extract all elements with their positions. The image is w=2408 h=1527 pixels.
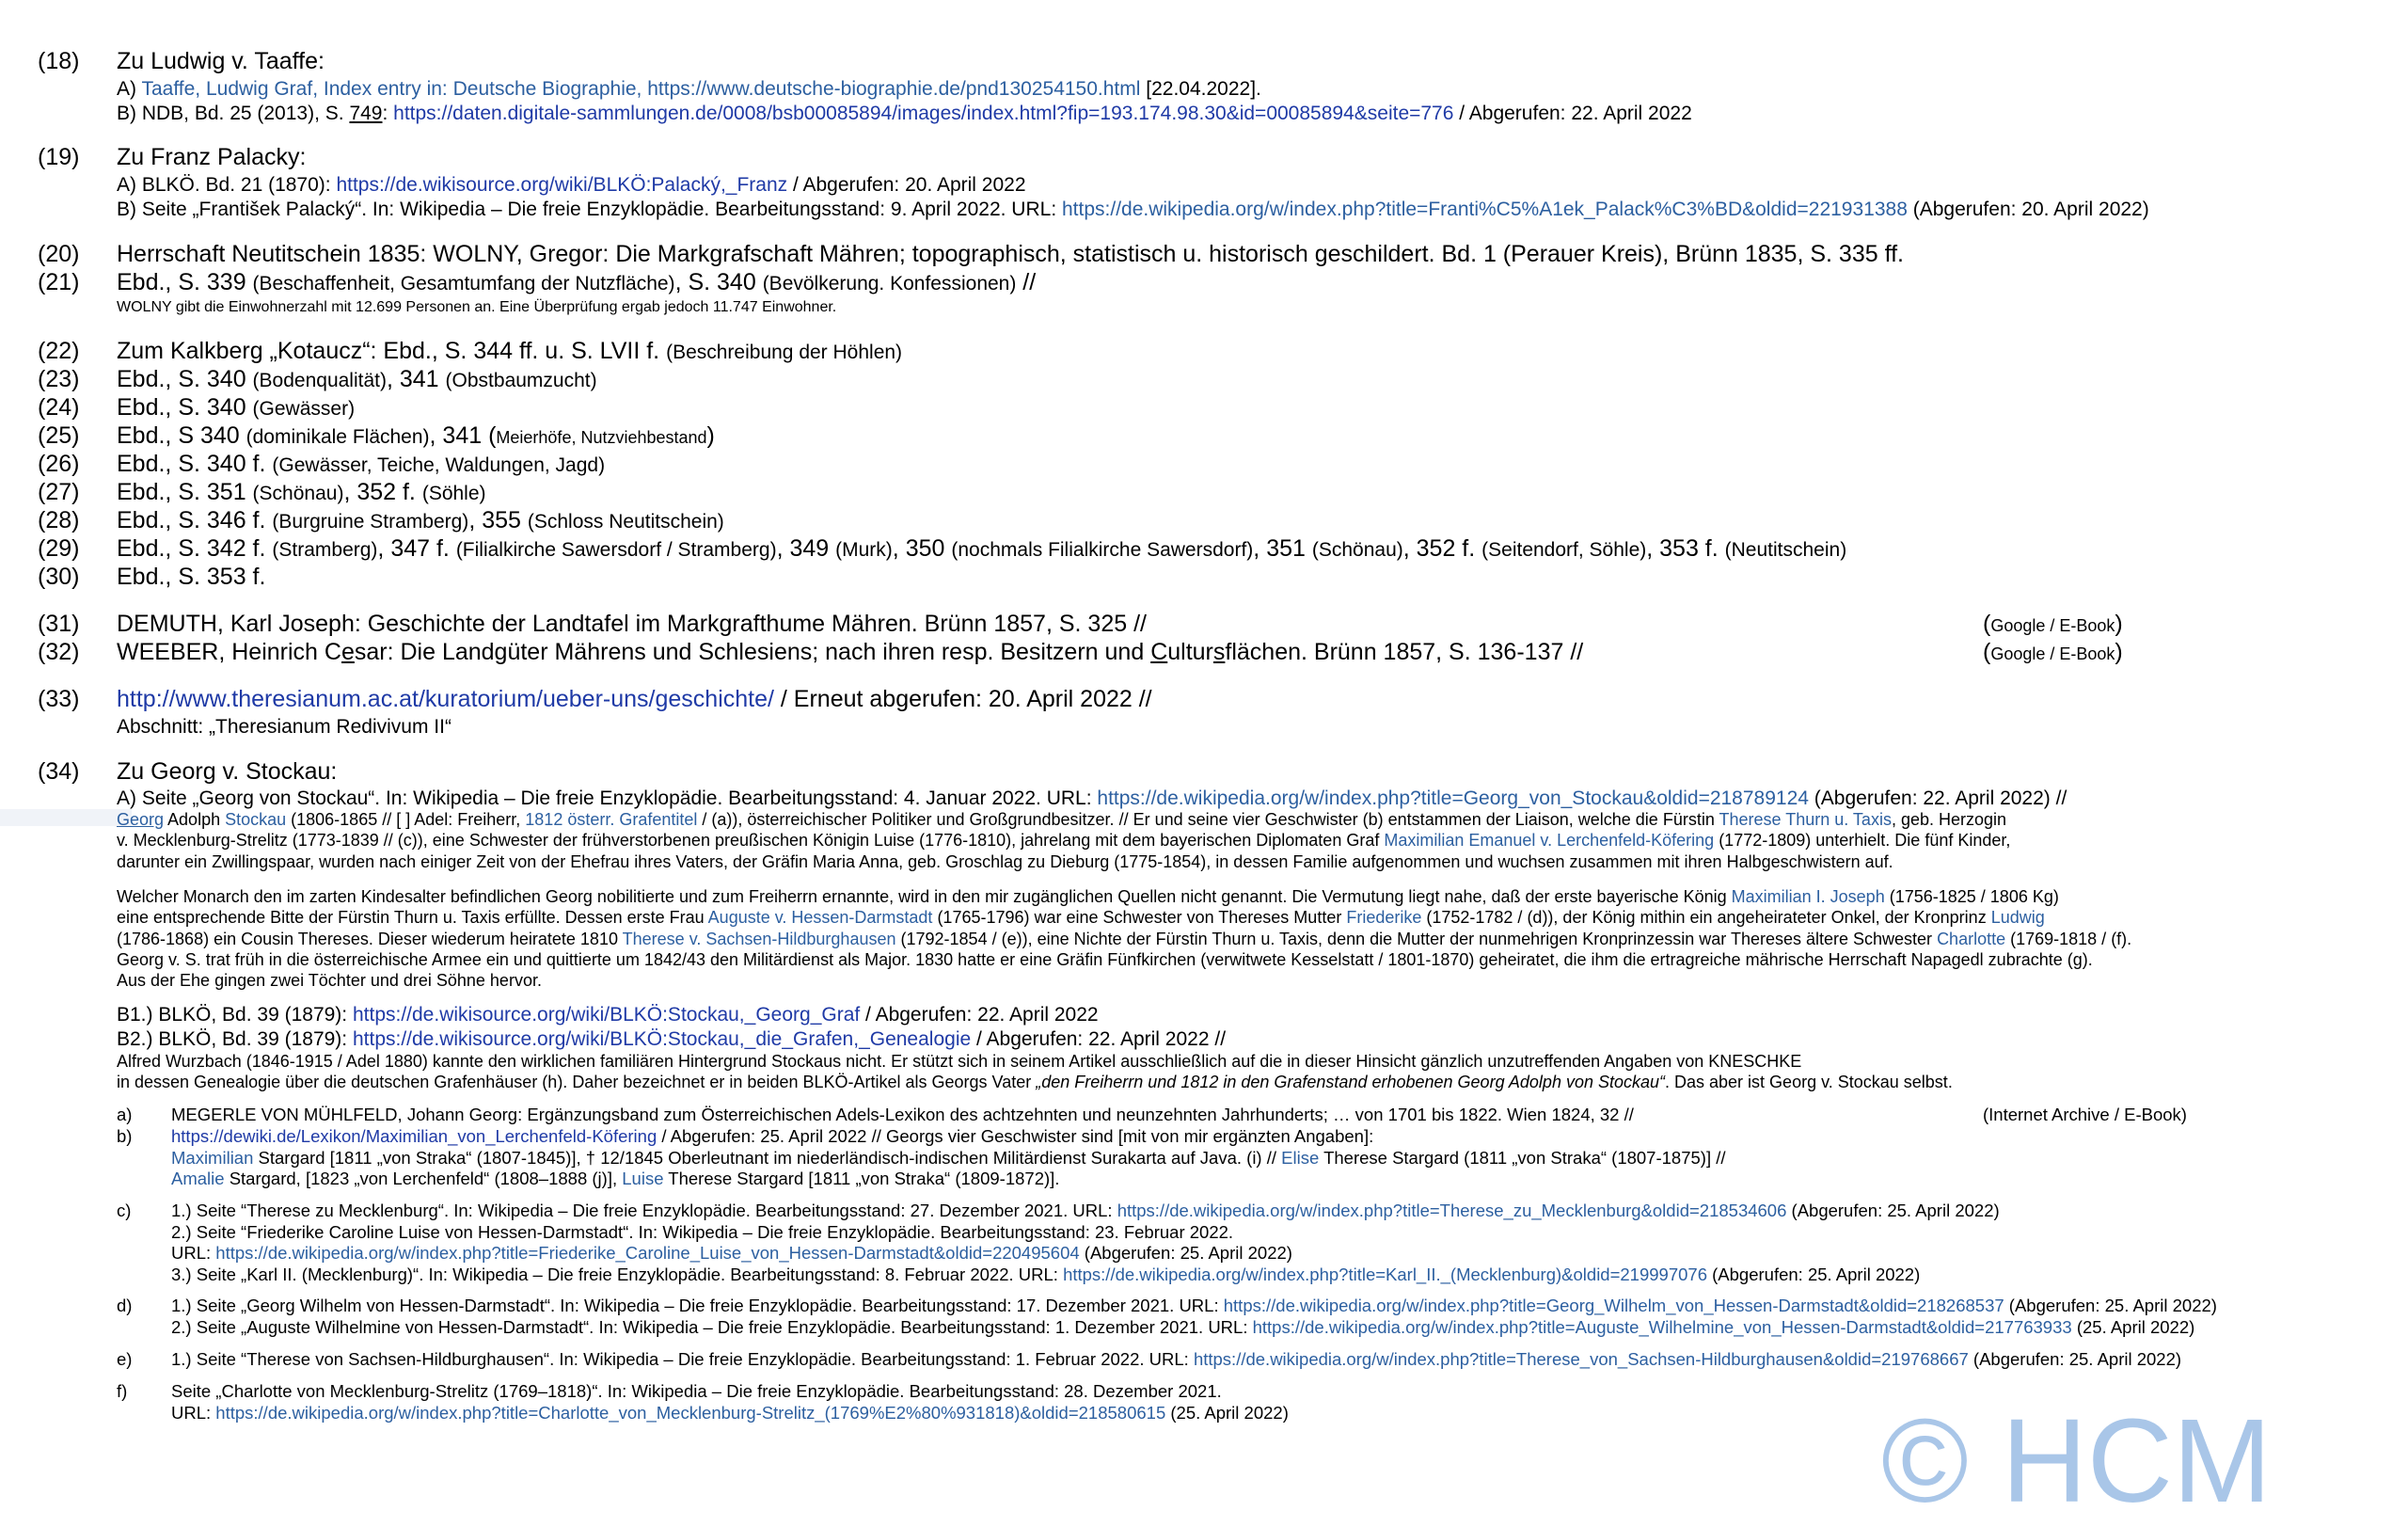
text-segment: / Abgerufen: 22. April 2022 xyxy=(1453,103,1692,124)
entry-number: (18) xyxy=(38,48,80,74)
dewiki-lerchenfeld-link[interactable]: https://dewiki.de/Lexikon/Maximilian_von_Lerchenfeld-Köfering xyxy=(171,1126,657,1146)
lerchenfeld-link[interactable]: Maximilian Emanuel v. Lerchenfeld-Köfering xyxy=(1384,831,1715,851)
text-segment: (1752-1782 / (d)), der König mithin ein angeheirateter Onkel, der Kronprinz xyxy=(1421,908,1991,928)
text-segment: / Erneut abgerufen: 20. April 2022 // xyxy=(773,686,1152,712)
text-segment: (25. April 2022) xyxy=(1165,1402,1289,1423)
amalie-link[interactable]: Amalie xyxy=(171,1169,225,1188)
text-segment: 2.) Seite “Friederike Caroline Luise von Hessen-Darmstadt“. In: Wikipedia – Die freie Enzyklopädie. Bearbeitungsstand: 23. Februar 2022. xyxy=(171,1221,1234,1242)
text-segment: URL: xyxy=(171,1243,216,1263)
text-segment: / Abgerufen: 20. April 2022 xyxy=(787,174,1026,196)
text-segment: (Söhle) xyxy=(421,483,486,504)
blkoe-stockau-georg-link[interactable]: https://de.wikisource.org/wiki/BLKÖ:Stockau,_Georg_Graf xyxy=(352,1004,861,1026)
text-segment: b) xyxy=(117,1126,133,1146)
stockau-paragraph-1 xyxy=(117,809,2010,872)
text-segment: WOLNY gibt die Einwohnerzahl mit 12.699 Personen an. Eine Überprüfung ergab jedoch 11.747 Einwohner. xyxy=(117,299,837,315)
text-segment: Therese Stargard [1811 „von Straka“ (1809-1872)]. xyxy=(663,1169,1060,1188)
text-segment: v. Mecklenburg-Strelitz (1773-1839 // (c)), eine Schwester der frühverstorbenen preußischen Königin Luise (1776-1810), jahrelang mit dem bayerischen Diplomaten Graf xyxy=(117,831,1385,851)
text-segment: in dessen Genealogie über die deutschen Grafenhäuser (h). Daher bezeichnet er in beiden BLKÖ-Artikel als Georgs Vater xyxy=(117,1073,1037,1092)
text-segment: (Schönau) xyxy=(252,483,344,504)
text-segment: (Abgerufen: 25. April 2022) xyxy=(1079,1243,1292,1263)
wikipedia-stockau-link[interactable]: https://de.wikipedia.org/w/index.php?title=Georg_von_Stockau&oldid=218789124 xyxy=(1097,787,1809,809)
text-segment: / Abgerufen: 25. April 2022 // Georgs vier Geschwister sind [mit von mir ergänzten Angaben]: xyxy=(657,1126,1374,1146)
text-segment: 2.) Seite „Auguste Wilhelmine von Hessen-Darmstadt“. In: Wikipedia – Die freie Enzyklopädie. Bearbeitungsstand: 1. Dezember 2021. URL: xyxy=(171,1316,1253,1337)
text-segment: Zu Georg v. Stockau: xyxy=(117,758,338,785)
text-segment: (1792-1854 / (e)), eine Nichte der Fürstin Thurn u. Taxis, denn die Mutter der nunmehrigen Kronprinzessin war Thereses ältere Schwester xyxy=(895,929,1938,948)
text-segment: Meierhöfe, Nutzviehbestand xyxy=(496,428,707,447)
text-segment: / (a)), österreichischer Politiker und Großgrundbesitzer. // Er und seine vier Geschwister (b) entstammen der Liaison, welche die Fürstin xyxy=(697,810,1719,829)
text-segment: , 349 xyxy=(776,535,836,562)
text-segment: B) NDB, Bd. 25 (2013), S. xyxy=(117,103,350,124)
text-segment: , 355 xyxy=(468,507,528,533)
text-segment: , 347 f. xyxy=(377,535,456,562)
hcm-watermark: © HCM xyxy=(1881,1394,2272,1527)
text-segment: (Abgerufen: 25. April 2022) xyxy=(1786,1201,2000,1220)
text-segment: / Abgerufen: 22. April 2022 // xyxy=(971,1028,1227,1050)
text-segment: ultur xyxy=(1167,639,1213,665)
text-segment: , S. 340 xyxy=(674,269,763,295)
text-segment: Ebd., S. 346 f. xyxy=(117,507,273,533)
text-segment: Ebd., S 340 xyxy=(117,422,246,449)
text-segment: (21) xyxy=(38,269,80,295)
text-segment: (Abgerufen: 22. April 2022) // xyxy=(1808,787,2067,809)
auguste-wilhelmine-link[interactable]: https://de.wikipedia.org/w/index.php?title=Auguste_Wilhelmine_von_Hessen-Darmstadt&oldid=217763933 xyxy=(1252,1316,2072,1337)
text-segment: . Das aber ist Georg v. Stockau selbst. xyxy=(1665,1073,1953,1092)
elise-link[interactable]: Elise xyxy=(1281,1147,1320,1168)
friederike-link[interactable]: Friederike xyxy=(1346,908,1422,928)
text-segment: , 353 f. xyxy=(1646,535,1725,562)
auguste-hessen-link[interactable]: Auguste v. Hessen-Darmstadt xyxy=(707,908,933,928)
text-segment: (27) xyxy=(38,479,80,505)
text-segment: a) xyxy=(117,1105,133,1124)
entry-31-source xyxy=(1983,610,2123,640)
text-segment: (Burgruine Stramberg) xyxy=(272,511,469,533)
therese-sachsen-link[interactable]: Therese v. Sachsen-Hildburghausen xyxy=(622,929,896,948)
text-segment: (Abgerufen: 25. April 2022) xyxy=(1707,1264,1921,1284)
text-segment: / Abgerufen: 22. April 2022 xyxy=(860,1004,1099,1026)
text-segment: (34) xyxy=(38,758,80,785)
text-segment: Ebd., S. 342 f. xyxy=(117,535,273,562)
text-segment: , 341 ( xyxy=(429,422,497,449)
karl-ii-link[interactable]: https://de.wikipedia.org/w/index.php?title=Karl_II._(Mecklenburg)&oldid=219997076 xyxy=(1063,1264,1707,1284)
entry-32-source xyxy=(1983,638,2123,668)
text-segment: (29) xyxy=(38,535,80,562)
stockau-paragraph-3 xyxy=(117,1051,1953,1093)
text-segment: A) BLKÖ. Bd. 21 (1870): xyxy=(117,174,337,196)
text-segment: : xyxy=(382,103,394,124)
text-segment: d) xyxy=(117,1296,133,1315)
text-segment: Zu Franz Palacky: xyxy=(117,144,307,170)
text-segment: flächen. Brünn 1857, S. 136-137 // xyxy=(1225,639,1584,665)
luise-link[interactable]: Luise xyxy=(622,1169,664,1188)
text-segment: B2.) BLKÖ, Bd. 39 (1879): xyxy=(117,1028,353,1050)
text-segment: (Obstbaumzucht) xyxy=(445,370,597,391)
text-segment: , 352 f. xyxy=(1402,535,1482,562)
text-segment: (Beschreibung der Höhlen) xyxy=(666,342,903,363)
therese-mecklenburg-link[interactable]: https://de.wikipedia.org/w/index.php?title=Therese_zu_Mecklenburg&oldid=218534606 xyxy=(1117,1201,1787,1220)
text-segment: c) xyxy=(117,1201,132,1220)
text-segment: 1.) Seite “Therese von Sachsen-Hildburghausen“. In: Wikipedia – Die freie Enzyklopädie. Bearbeitungsstand: 1. Februar 2022. URL: xyxy=(171,1349,1194,1369)
text-segment: (nochmals Filialkirche Sawersdorf) xyxy=(951,539,1254,561)
text-segment: (20) xyxy=(38,241,80,267)
text-segment: (Schloss Neutitschein) xyxy=(527,511,724,533)
text-segment: Aus der Ehe gingen zwei Töchter und drei Söhne hervor. xyxy=(117,971,542,991)
stockau-link[interactable]: Stockau xyxy=(225,810,287,829)
text-segment: [22.04.2022]. xyxy=(1140,78,1261,100)
text-segment: Ebd., S. 340 f. xyxy=(117,451,273,477)
text-segment: Abschnitt: „Theresianum Redivivum II“ xyxy=(117,716,452,738)
text-segment: ) xyxy=(2115,639,2123,665)
text-segment: , 351 xyxy=(1253,535,1312,562)
text-segment: (Bevölkerung. Konfessionen) xyxy=(762,273,1017,294)
text-segment: WEEBER, Heinrich C xyxy=(117,639,341,665)
text-segment: B1.) BLKÖ, Bd. 39 (1879): xyxy=(117,1004,353,1026)
text-segment: „den Freiherrn und 1812 in den Grafenstand erhobenen Georg Adolph von Stockau“ xyxy=(1036,1073,1666,1092)
text-segment: Ebd., S. 340 xyxy=(117,366,253,392)
text-segment: Ebd., S. 351 xyxy=(117,479,253,505)
deutsche-biographie-link[interactable]: Taaffe, Ludwig Graf, Index entry in: Deutsche Biographie, https://www.deutsche-biographie.de/pnd130254150.html xyxy=(141,78,1141,100)
friederike-hessen-link[interactable]: https://de.wikipedia.org/w/index.php?title=Friederike_Caroline_Luise_von_Hessen-Darmstadt&oldid=220495604 xyxy=(215,1243,1080,1263)
text-segment: 749 xyxy=(349,103,383,124)
blkoe-stockau-genealogie-link[interactable]: https://de.wikisource.org/wiki/BLKÖ:Stockau,_die_Grafen,_Genealogie xyxy=(352,1028,972,1050)
text-segment: (1765-1796) war eine Schwester von Thereses Mutter xyxy=(932,908,1347,928)
text-segment: (Seitendorf, Söhle) xyxy=(1481,539,1647,561)
text-segment: (25. April 2022) xyxy=(2071,1316,2195,1337)
text-segment: Google / E-Book xyxy=(1990,644,2115,663)
text-segment: ) xyxy=(2115,611,2123,637)
text-segment: (Gewässer, Teiche, Waldungen, Jagd) xyxy=(272,454,606,476)
text-segment: , 341 xyxy=(386,366,446,392)
text-segment: (26) xyxy=(38,451,80,477)
georg-wilhelm-link[interactable]: https://de.wikipedia.org/w/index.php?title=Georg_Wilhelm_von_Hessen-Darmstadt&oldid=218268537 xyxy=(1223,1296,2004,1315)
text-segment: (22) xyxy=(38,338,80,364)
text-segment: (Beschaffenheit, Gesamtumfang der Nutzfläche) xyxy=(252,273,675,294)
text-segment: (Murk) xyxy=(835,539,893,561)
maximilian-joseph-link[interactable]: Maximilian I. Joseph xyxy=(1731,887,1885,906)
text-segment: B) Seite „František Palacký“. In: Wikipedia – Die freie Enzyklopädie. Bearbeitungsstand: 9. April 2022. URL: xyxy=(117,199,1062,220)
text-segment: ) xyxy=(706,422,715,449)
text-segment: (23) xyxy=(38,366,80,392)
text-segment: e xyxy=(341,639,355,665)
text-segment: 1.) Seite „Georg Wilhelm von Hessen-Darmstadt“. In: Wikipedia – Die freie Enzyklopädie. Bearbeitungsstand: 17. Dezember 2021. URL: xyxy=(171,1296,1224,1315)
charlotte-link[interactable]: Charlotte xyxy=(1937,929,2006,948)
grafentitel-link[interactable]: 1812 österr. Grafentitel xyxy=(525,810,698,829)
ludwig-link[interactable]: Ludwig xyxy=(1990,908,2045,928)
text-segment: (Filialkirche Sawersdorf / Stramberg) xyxy=(455,539,777,561)
text-segment: 3.) Seite „Karl II. (Mecklenburg)“. In: Wikipedia – Die freie Enzyklopädie. Bearbeitungsstand: 8. Februar 2022. URL: xyxy=(171,1264,1064,1284)
text-segment: (25) xyxy=(38,422,80,449)
text-segment: (1756-1825 / 1806 Kg) xyxy=(1884,887,2059,906)
text-segment: (28) xyxy=(38,507,80,533)
text-segment: Herrschaft Neutitschein 1835: WOLNY, Gregor: Die Markgrafschaft Mähren; topographisch, statistisch u. historisch geschildert. Bd. 1 (Perauer Kreis), Brünn 1835, S. 335 ff. xyxy=(117,241,1904,267)
text-segment: Seite „Charlotte von Mecklenburg-Strelitz (1769–1818)“. In: Wikipedia – Die freie Enzyklopädie. Bearbeitungsstand: 28. Dezember 2021. xyxy=(171,1381,1222,1401)
text-segment: (33) xyxy=(38,686,80,712)
theresianum-link[interactable]: http://www.theresianum.ac.at/kuratorium/ueber-uns/geschichte/ xyxy=(117,686,774,712)
text-segment: Ebd., S. 353 f. xyxy=(117,564,266,590)
text-segment: DEMUTH, Karl Joseph: Geschichte der Landtafel im Markgrafthume Mähren. Brünn 1857, S. 325 // xyxy=(117,611,1147,637)
text-segment: MEGERLE VON MÜHLFELD, Johann Georg: Ergänzungsband zum Österreichischen Adels-Lexikon des achtzehnten und neunzehnten Jahrhunderts; … von 1701 bis 1822. Wien 1824, 32 // xyxy=(171,1105,1634,1124)
text-segment: (Abgerufen: 20. April 2022) xyxy=(1907,199,2149,220)
text-segment: (Abgerufen: 25. April 2022) xyxy=(1968,1349,2182,1369)
maximilian-stargard-link[interactable]: Maximilian xyxy=(171,1147,254,1168)
text-segment: (31) xyxy=(38,611,80,637)
entry-heading: Zu Ludwig v. Taaffe: xyxy=(117,48,325,74)
text-segment: Adolph xyxy=(164,810,226,829)
text-segment: C xyxy=(1150,639,1168,665)
text-segment: (Gewässer) xyxy=(252,398,356,420)
text-segment: (Schönau) xyxy=(1311,539,1403,561)
text-segment: Stargard [1811 „von Straka“ (1807-1845)], † 12/1845 Oberleutnant im niederländisch-indischen Militärdienst Surakarta auf Java. (i) // xyxy=(253,1147,1282,1168)
georg-link[interactable]: Georg xyxy=(117,810,165,829)
blkoe-palacky-link[interactable]: https://de.wikisource.org/wiki/BLKÖ:Palacký,_Franz xyxy=(336,174,788,196)
text-segment: (Bodenqualität) xyxy=(252,370,387,391)
text-segment: f) xyxy=(117,1381,128,1401)
text-segment: 1.) Seite “Therese zu Mecklenburg“. In: Wikipedia – Die freie Enzyklopädie. Bearbeitungsstand: 27. Dezember 2021. URL: xyxy=(171,1201,1117,1220)
text-segment: (32) xyxy=(38,639,80,665)
text-segment: eine entsprechende Bitte der Fürstin Thurn u. Taxis erfüllte. Dessen erste Frau xyxy=(117,908,708,928)
wikipedia-palacky-link[interactable]: https://de.wikipedia.org/w/index.php?title=Franti%C5%A1ek_Palack%C3%BD&oldid=221931388 xyxy=(1062,199,1908,220)
text-segment: Georg v. S. trat früh in die österreichische Armee ein und quittierte um 1842/43 den Militärdienst als Major. 1830 hatte er eine Gräfin Fünfkirchen (verwitwete Kesselstatt / 1801-1870) geheiratet, die ihm die ertragreiche mährische Herrschaft Napagedl zubrachte (g). xyxy=(117,949,2093,969)
text-segment: (1769-1818 / (f). xyxy=(2005,929,2132,948)
text-segment: (1806-1865 // [ ] Adel: Freiherr, xyxy=(286,810,526,829)
charlotte-mecklenburg-link[interactable]: https://de.wikipedia.org/w/index.php?title=Charlotte_von_Mecklenburg-Strelitz_(1769%E2%80%931818)&oldid=218580615 xyxy=(215,1402,1166,1423)
text-segment: Stargard, [1823 „von Lerchenfeld“ (1808–1888 (j)], xyxy=(224,1169,623,1188)
ndb-link[interactable]: https://daten.digitale-sammlungen.de/0008/bsb00085894/images/index.html?fip=193.174.98.30&id=00085894&seite=776 xyxy=(393,103,1454,124)
text-segment: ( xyxy=(1983,611,1991,637)
text-segment: (30) xyxy=(38,564,80,590)
therese-sachsen-hildburghausen-link[interactable]: https://de.wikipedia.org/w/index.php?title=Therese_von_Sachsen-Hildburghausen&oldid=219768667 xyxy=(1193,1349,1969,1369)
text-segment: (1786-1868) ein Cousin Thereses. Dieser wiederum heiratete 1810 xyxy=(117,929,623,948)
text-segment: Ebd., S. 339 xyxy=(117,269,253,295)
text-segment: Ebd., S. 340 xyxy=(117,394,253,421)
text-segment: URL: xyxy=(171,1402,216,1423)
text-segment: , geb. Herzogin xyxy=(1891,810,2007,829)
text-segment: Zum Kalkberg „Kotaucz“: Ebd., S. 344 ff. u. S. LVII f. xyxy=(117,338,667,364)
text-segment: (Neutitschein) xyxy=(1724,539,1847,561)
text-segment: A) xyxy=(117,78,142,100)
text-segment: (24) xyxy=(38,394,80,421)
stockau-paragraph-2 xyxy=(117,886,2131,991)
text-segment: , 350 xyxy=(892,535,952,562)
text-segment: // xyxy=(1016,269,1037,295)
text-segment: (1772-1809) unterhielt. Die fünf Kinder, xyxy=(1714,831,2011,851)
text-segment: Therese Stargard (1811 „von Straka“ (1807-1875)] // xyxy=(1319,1147,1726,1168)
footnote-a-source: (Internet Archive / E-Book) xyxy=(1983,1105,2187,1124)
highlight-bar xyxy=(0,809,132,826)
text-segment: (Abgerufen: 25. April 2022) xyxy=(2004,1296,2217,1315)
text-segment: darunter ein Zwillingspaar, wurden nach einiger Zeit von der Ehefrau ihres Vaters, der Gräfin Maria Anna, geb. Groschlag zu Dieburg (1775-1854), in dessen Familie aufgenommen und wuchsen zusammen mit ihren Halbgeschwistern auf. xyxy=(117,851,1893,871)
text-segment: sar: Die Landgüter Mährens und Schlesiens; nach ihren resp. Besitzern und xyxy=(354,639,1151,665)
text-segment: A) Seite „Georg von Stockau“. In: Wikipedia – Die freie Enzyklopädie. Bearbeitungsstand: 4. Januar 2022. URL: xyxy=(117,787,1098,809)
text-segment: (Stramberg) xyxy=(272,539,378,561)
text-segment: Google / E-Book xyxy=(1990,616,2115,635)
text-segment: , 352 f. xyxy=(343,479,422,505)
text-segment: e) xyxy=(117,1349,133,1369)
text-segment: Welcher Monarch den im zarten Kindesalter befindlichen Georg nobilitierte und zum Freiherrn ernannte, wird in den mir zugänglichen Quellen nicht genannt. Die Vermutung liegt nahe, daß der erste bayerische König xyxy=(117,887,1732,906)
text-segment: ( xyxy=(1983,639,1991,665)
text-segment: s xyxy=(1212,639,1226,665)
text-segment: (19) xyxy=(38,144,80,170)
text-segment: Alfred Wurzbach (1846-1915 / Adel 1880) kannte den wirklichen familiären Hintergrund Stockaus nicht. Er stützt sich in seinem Artikel ausschließlich auf die in dieser Hinsicht gänzlich unzutreffenden Angaben von KNESCHKE xyxy=(117,1052,1802,1071)
therese-thurn-taxis-link[interactable]: Therese Thurn u. Taxis xyxy=(1719,810,1892,829)
text-segment: (dominikale Flächen) xyxy=(246,426,430,448)
